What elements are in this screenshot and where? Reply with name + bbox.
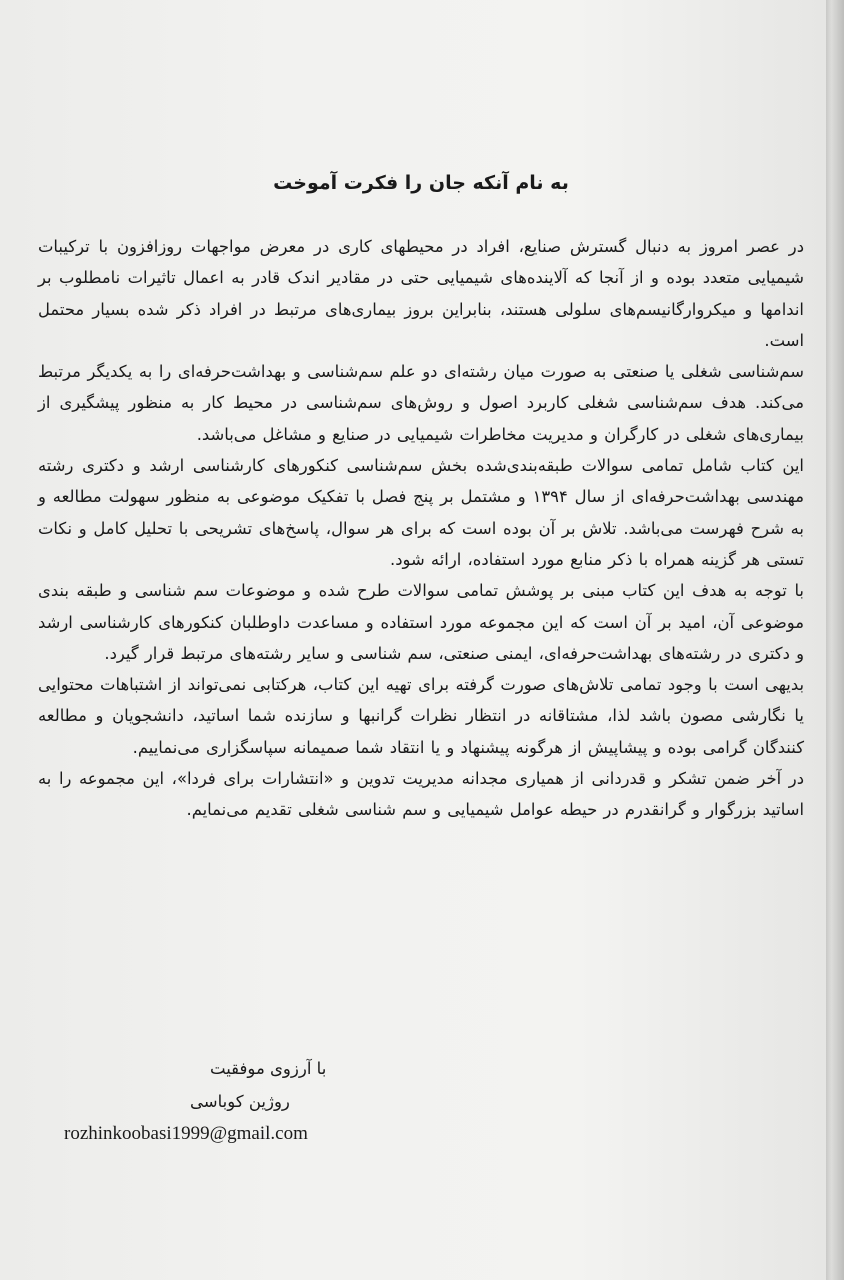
author-email: rozhinkoobasi1999@gmail.com xyxy=(64,1123,308,1144)
paragraph-4: با توجه به هدف این کتاب مبنی بر پوشش تمامی سوالات طرح شده و موضوعات سم شناسی و طبقه بندی موضوعی آن، امید بر آن است که این مجموعه مورد استفاده و مساعدت داوطلبان کنکورهای کارشناسی ارشد و دکتری در رشته‌های بهداشت‌حرفه‌ای، ایمنی صنعتی، سم شناسی و سایر رشته‌های مرتبط قرار گیرد. xyxy=(38,581,804,663)
paragraph-6: در آخر ضمن تشکر و قدردانی از همیاری مجدانه مدیریت تدوین و «انتشارات برای فردا»، این مجموعه را به اساتید بزرگوار و گرانقدرم در حیطه عوامل شیمیایی و سم شناسی شغلی تقدیم می‌نمایم. xyxy=(38,769,804,820)
closing-line: با آرزوی موفقیت xyxy=(210,1059,327,1078)
page-edge-shadow xyxy=(826,0,844,1280)
page-heading: به نام آنکه جان را فکرت آموخت xyxy=(273,172,569,194)
paragraph-2: سم‌شناسی شغلی یا صنعتی به صورت میان رشته‌ای دو علم سم‌شناسی و بهداشت‌حرفه‌ای را به یکدیگر مرتبط می‌کند. هدف سم‌شناسی شغلی کاربرد اصول و روش‌های سم‌شناسی در محیط کار به منظور پیشگیری از بیماری‌های شغلی در کارگران و مدیریت مخاطرات شیمیایی در صنایع و مشاغل می‌باشد. xyxy=(38,362,804,444)
preface-text xyxy=(38,168,804,826)
paragraph-5: بدیهی است با وجود تمامی تلاش‌های صورت گرفته برای تهیه این کتاب، هرکتابی نمی‌تواند از اشتباهات محتوایی یا نگارشی مصون باشد لذا، مشتاقانه در انتظار نظرات گرانبها و سازنده شما اساتید، دانشجویان و مطالعه کنندگان گرامی بوده و پیشاپیش از هرگونه پیشنهاد و یا انتقاد شما صمیمانه سپاسگزاری می‌نماییم. xyxy=(38,675,804,757)
paragraph-3: این کتاب شامل تمامی سوالات طبقه‌بندی‌شده بخش سم‌شناسی کنکورهای کارشناسی ارشد و دکتری رشته مهندسی بهداشت‌حرفه‌ای از سال ۱۳۹۴ و مشتمل بر پنج فصل با تفکیک موضوعی به منظور سهولت مطالعه و به شرح فهرست می‌باشد. تلاش بر آن بوده است که برای هر سوال، پاسخ‌های تشریحی با تحلیل کامل و نکات تستی هر گزینه همراه با ذکر منابع مورد استفاده، ارائه شود. xyxy=(38,456,804,569)
signature-block xyxy=(60,1052,360,1148)
paragraph-1: در عصر امروز به دنبال گسترش صنایع، افراد در محیطهای کاری در معرض مواجهات روزافزون با ترکیبات شیمیایی متعدد بوده و از آنجا که آلاینده‌های شیمیایی حتی در مقادیر اندک قادر به اعمال تاثیرات نامطلوب بر اندامها و میکروارگانیسم‌های سلولی هستند، بنابراین بروز بیماری‌های مرتبط در افراد ذکر شده بسیار محتمل است. xyxy=(38,237,804,350)
author-name: روژین کوباسی xyxy=(190,1092,290,1111)
